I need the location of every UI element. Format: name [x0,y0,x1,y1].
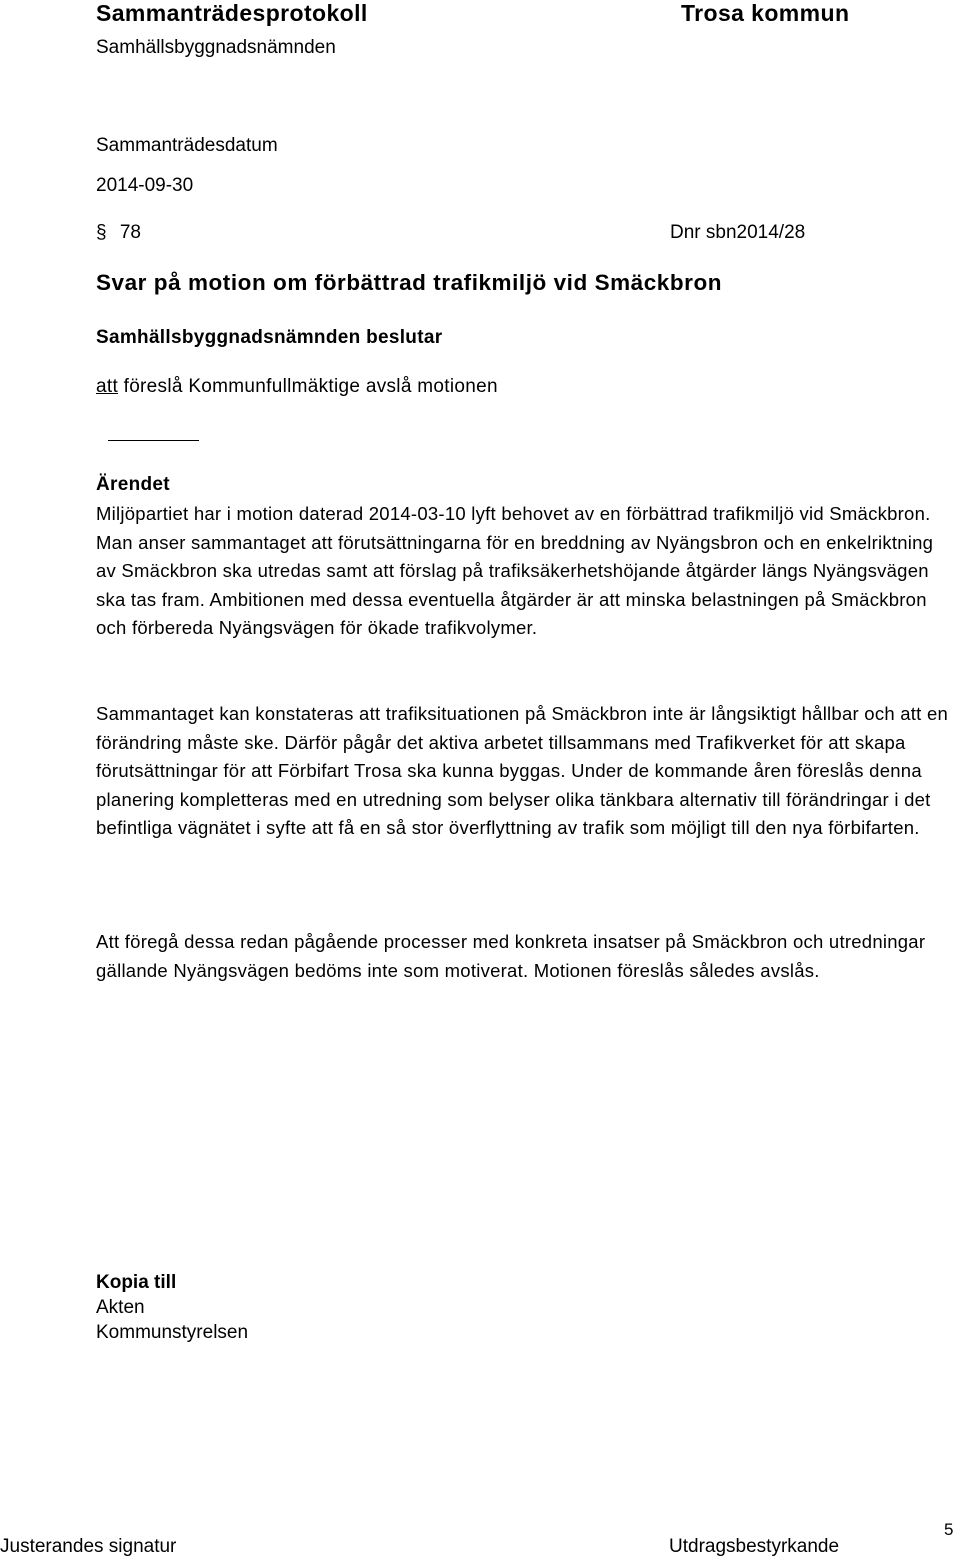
decision-body: föreslå Kommunfullmäktige avslå motionen [118,376,498,397]
decision-heading: Samhällsbyggnadsnämnden beslutar [96,327,443,348]
page-number: 5 [944,1520,954,1539]
section-symbol: § [96,222,107,243]
section-number: 78 [119,222,141,243]
organization-name: Trosa kommun [681,0,850,26]
arendet-paragraph-1: Miljöpartiet har i motion daterad 2014-03-10 lyft behovet av en förbättrad trafikmiljö vid Smäckbron. Man anser sammantaget att förutsättningarna för en breddning av Nyängsbron och en enkelriktning av Smäckbron ska utredas samt att förslag på trafiksäkerhetshöjande åtgärder längs Nyängsvägen ska tas fram. Ambitionen med dessa eventuella åtgärder är att minska belastningen på Smäckbron och förbereda Nyängsvägen för ökade trafikvolymer. [96,503,934,639]
meeting-date: 2014-09-30 [96,175,194,196]
arendet-heading: Ärendet [96,474,170,495]
extract-certification-label: Utdragsbestyrkande [669,1536,840,1557]
meeting-date-label: Sammanträdesdatum [96,135,278,156]
arendet-paragraph-2: Sammantaget kan konstateras att trafiksituationen på Smäckbron inte är långsiktigt hållbar och att en förändring måste ske. Därför pågår det aktiva arbetet tillsammans med Trafikverket för att skapa förutsättningar för att Förbifart Trosa ska kunna byggas. Under de kommande åren föreslås denna planering kompletteras med en utredning som belyser olika tänkbara alternativ till förändringar i det befintliga vägnätet i syfte att få en så stor överflyttning av trafik som möjligt till den nya förbifarten. [96,703,949,839]
arendet-paragraph-3: Att föregå dessa redan pågående processer med konkreta insatser på Smäckbron och utredningar gällande Nyängsvägen bedöms inte som motiverat. Motionen föreslås således avslås. [96,931,926,981]
separator-line [108,440,199,441]
decision-att: att [96,376,119,397]
copy-to-heading: Kopia till [96,1272,177,1293]
decision-text [96,376,498,398]
document-title: Sammanträdesprotokoll [96,0,368,26]
diary-number: Dnr sbn2014/28 [670,222,806,243]
signature-label: Justerandes signatur [0,1536,177,1557]
paragraph-number [96,222,141,244]
case-title: Svar på motion om förbättrad trafikmiljö vid Smäckbron [96,270,723,295]
copy-recipient: Kommunstyrelsen [96,1322,249,1343]
committee-name: Samhällsbyggnadsnämnden [96,37,336,58]
copy-recipient: Akten [96,1297,145,1318]
